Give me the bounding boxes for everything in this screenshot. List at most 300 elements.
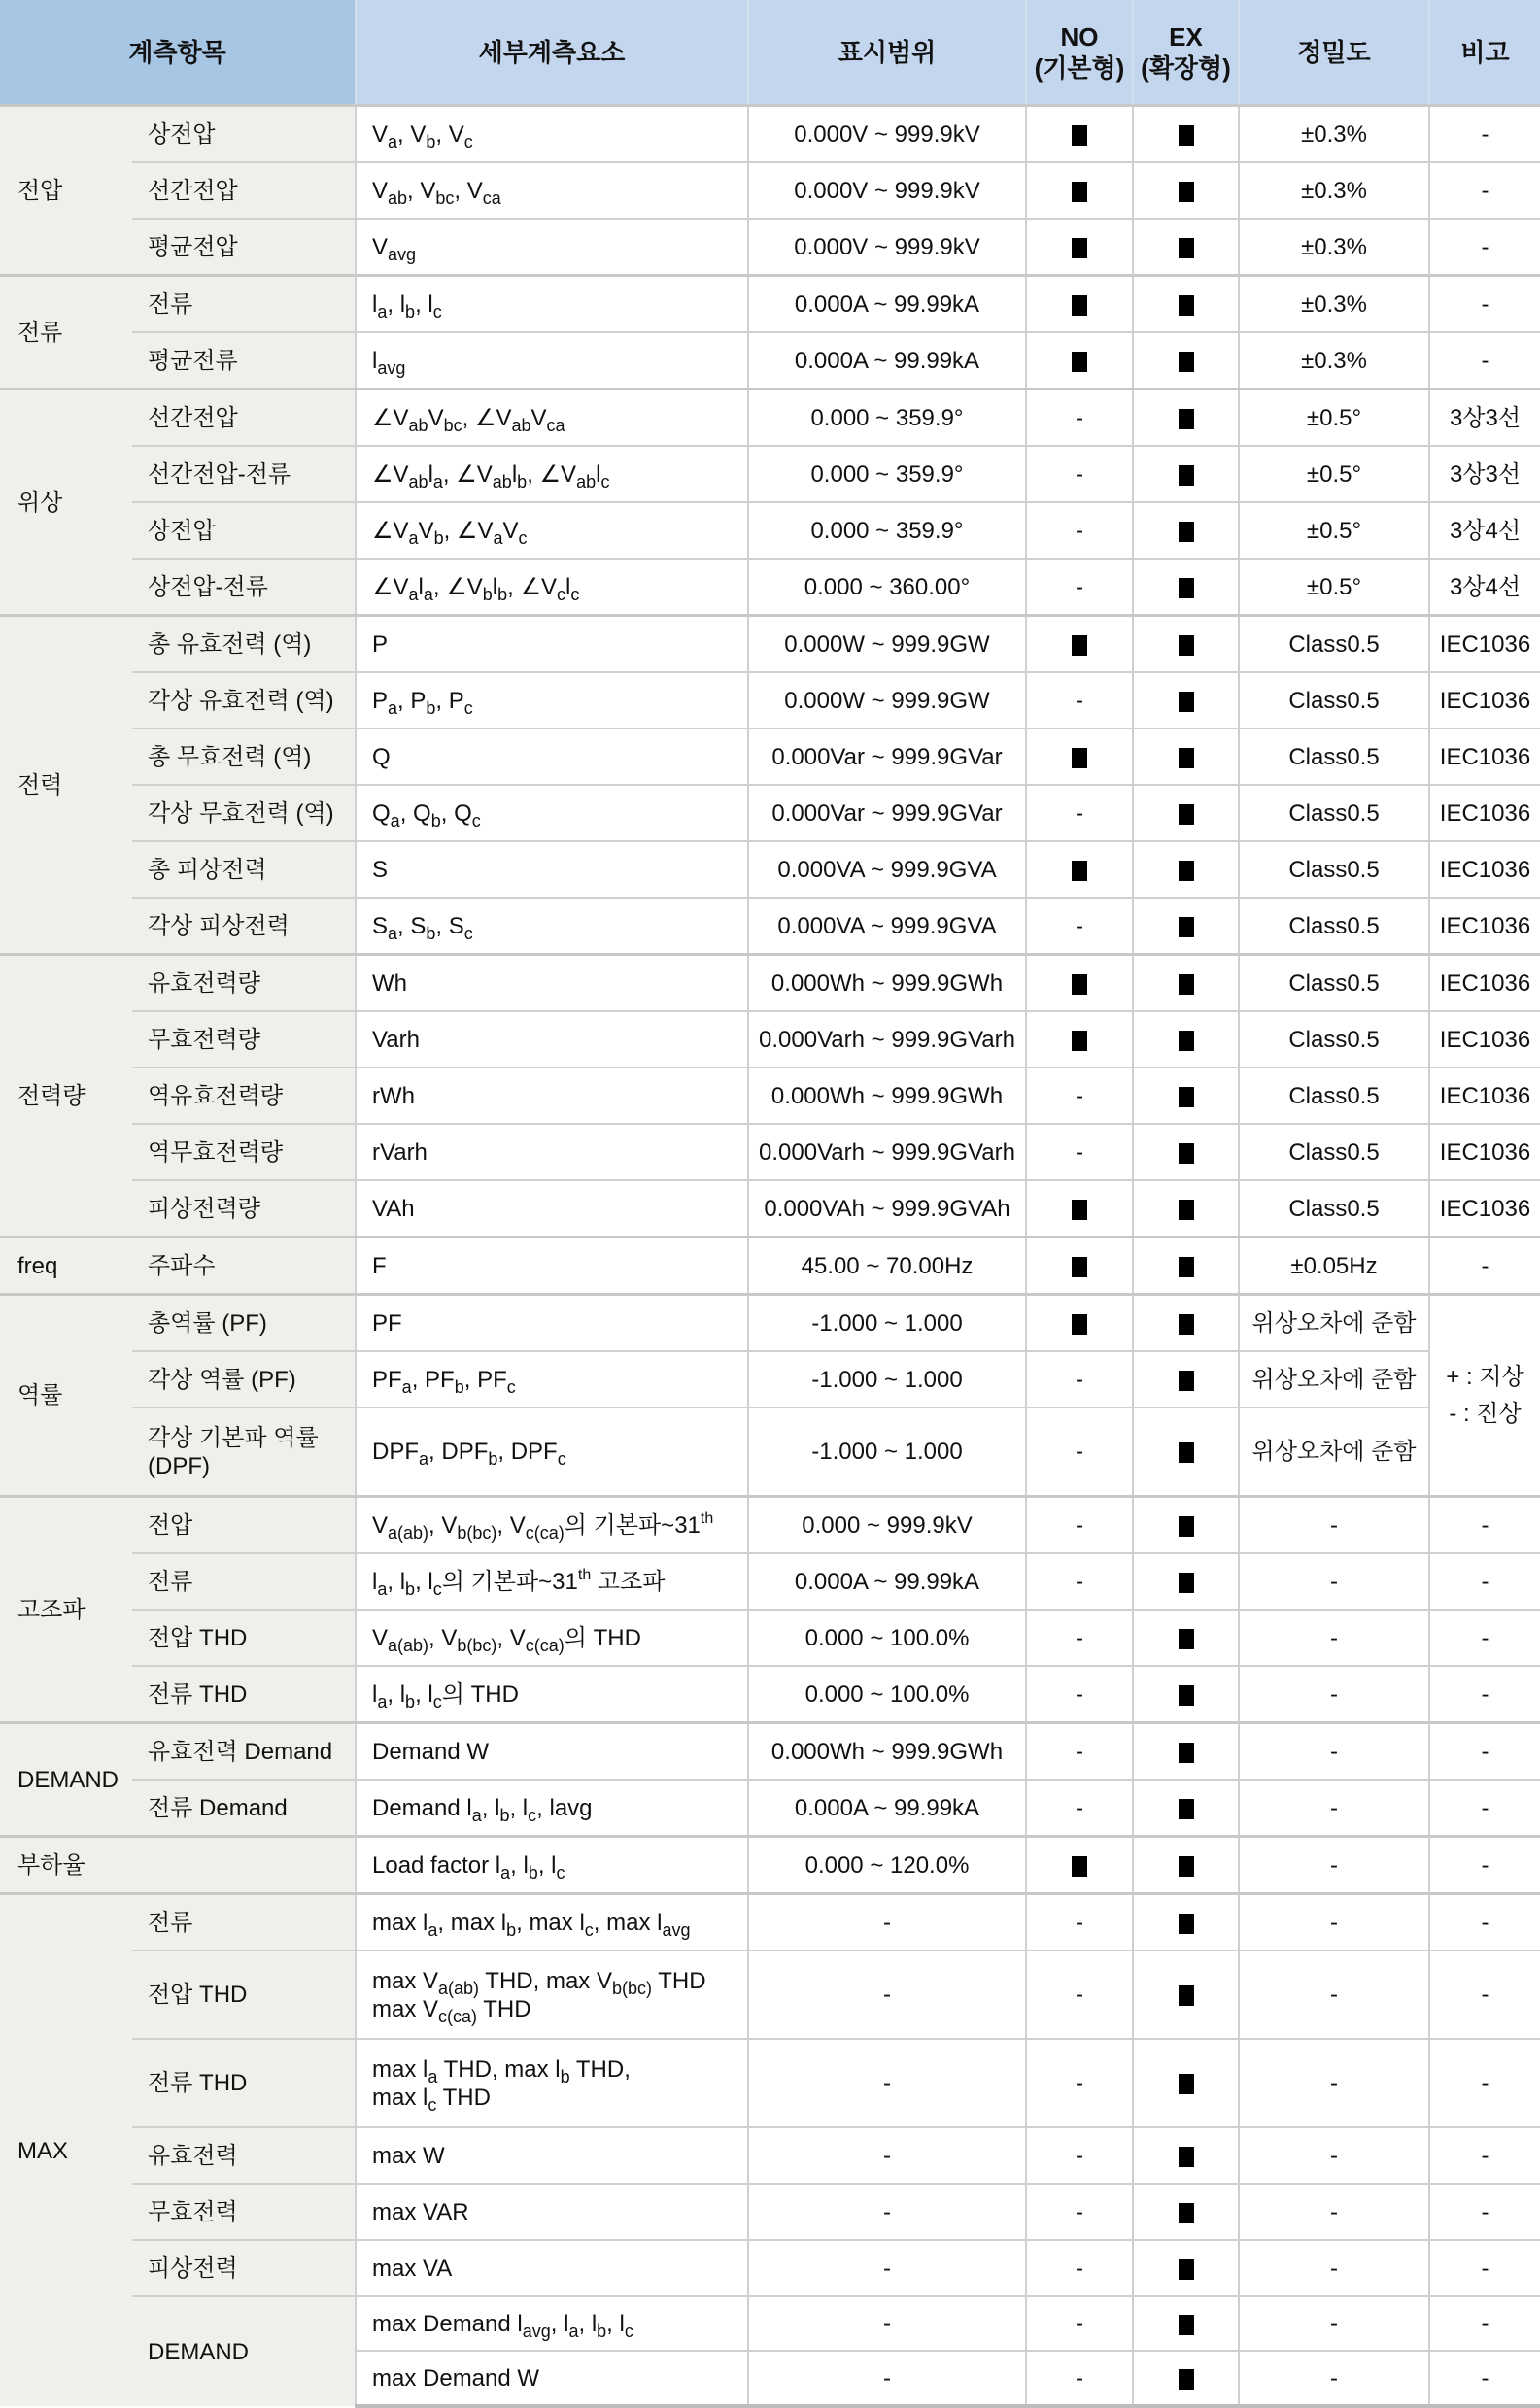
range-cell: 0.000 ~ 999.9kV (748, 1497, 1026, 1554)
sub-label: 총 무효전력 (역) (132, 729, 356, 785)
table-row (0, 616, 1540, 673)
sub-label: 역유효전력량 (132, 1068, 356, 1124)
pf-note-leading: - : 진상 (1449, 1400, 1522, 1427)
note-cell: - (1429, 1238, 1540, 1295)
no-cell (1026, 616, 1133, 673)
element-cell: $\angle V_{ab}V_{bc}$, $\angle V_{ab}V_{ca}$ (356, 390, 748, 447)
no-cell (1026, 106, 1133, 163)
table-row (0, 2039, 1540, 2127)
element-cell: $V_a$, $V_b$, $V_c$ (356, 106, 748, 163)
element-cell: Load factor $l_a$, $l_b$, $l_c$ (356, 1837, 748, 1894)
element-cell: $Q_a$, $Q_b$, $Q_c$ (356, 785, 748, 841)
table-row (0, 1837, 1540, 1894)
filled-square-icon (1179, 465, 1194, 486)
sub-label: 주파수 (132, 1238, 356, 1295)
no-cell (1026, 1837, 1133, 1894)
group-label: DEMAND (0, 1723, 132, 1837)
filled-square-icon (1179, 1087, 1194, 1107)
ex-cell (1133, 785, 1239, 841)
note-cell: - (1429, 2240, 1540, 2296)
element-cell: $\max l_a$, $\max l_b$, $\max l_c$, $\max l_{avg}$ (356, 1894, 748, 1951)
range-cell: 0.000 ~ 359.9° (748, 502, 1026, 559)
filled-square-icon (1072, 748, 1087, 768)
range-cell: 0.000VAh ~ 999.9GVAh (748, 1180, 1026, 1238)
filled-square-icon (1179, 2259, 1194, 2280)
table-row (0, 1295, 1540, 1352)
note-cell: IEC1036 (1429, 841, 1540, 898)
accuracy-cell: Class0.5 (1239, 672, 1429, 729)
accuracy-cell: ±0.5° (1239, 446, 1429, 502)
accuracy-cell: Class0.5 (1239, 1180, 1429, 1238)
ex-cell (1133, 1780, 1239, 1837)
note-cell: - (1429, 2039, 1540, 2127)
no-cell: - (1026, 1723, 1133, 1781)
no-cell (1026, 955, 1133, 1012)
ex-cell (1133, 276, 1239, 333)
filled-square-icon (1179, 748, 1194, 768)
note-cell: - (1429, 162, 1540, 219)
no-cell: - (1026, 1407, 1133, 1497)
ex-cell (1133, 2184, 1239, 2240)
sub-label: 총역률 (PF) (132, 1295, 356, 1352)
element-cell: $V_{a(ab)}$, $V_{b(bc)}$, $V_{c(ca)}$의 THD (356, 1610, 748, 1666)
element-cell: $S_a$, $S_b$, $S_c$ (356, 898, 748, 955)
filled-square-icon (1179, 1143, 1194, 1164)
note-cell: - (1429, 2127, 1540, 2184)
ex-cell (1133, 1407, 1239, 1497)
header-ex-line1: EX (1169, 21, 1203, 51)
header-range: 표시범위 (748, 0, 1026, 106)
group-label: freq (0, 1238, 132, 1295)
table-row (0, 332, 1540, 390)
sub-label: 선간전압 (132, 162, 356, 219)
no-cell (1026, 1180, 1133, 1238)
header-ex-line2: (확장형) (1141, 52, 1231, 83)
sub-label: 피상전력량 (132, 1180, 356, 1238)
filled-square-icon (1179, 182, 1194, 202)
note-cell: - (1429, 276, 1540, 333)
note-cell: IEC1036 (1429, 898, 1540, 955)
ex-cell (1133, 2351, 1239, 2406)
no-cell (1026, 1011, 1133, 1068)
accuracy-cell: Class0.5 (1239, 955, 1429, 1012)
sub-label: 각상 유효전력 (역) (132, 672, 356, 729)
accuracy-cell: 위상오차에 준함 (1239, 1295, 1429, 1352)
accuracy-cell: ±0.3% (1239, 162, 1429, 219)
element-cell: $\max V_{a(ab)}$ THD, $\max V_{b(bc)}$ THD $\max V_{c(ca)}$ THD (356, 1950, 748, 2039)
ex-cell (1133, 106, 1239, 163)
note-cell: - (1429, 1553, 1540, 1610)
filled-square-icon (1179, 1856, 1194, 1877)
filled-square-icon (1179, 974, 1194, 995)
note-cell: - (1429, 1837, 1540, 1894)
element-cell: $\angle V_aV_b$, $\angle V_aV_c$ (356, 502, 748, 559)
ex-cell (1133, 1497, 1239, 1554)
ex-cell (1133, 1180, 1239, 1238)
element-cell: F (356, 1238, 748, 1295)
note-cell: - (1429, 332, 1540, 390)
element-cell: $PF_a$, $PF_b$, $PF_c$ (356, 1351, 748, 1407)
filled-square-icon (1072, 238, 1087, 258)
filled-square-icon (1072, 635, 1087, 656)
no-cell: - (1026, 898, 1133, 955)
ex-cell (1133, 841, 1239, 898)
sub-label: 평균전압 (132, 219, 356, 276)
table-row (0, 1723, 1540, 1781)
range-cell: - (748, 2127, 1026, 2184)
table-header-row (0, 0, 1540, 106)
accuracy-cell: ±0.3% (1239, 332, 1429, 390)
range-cell: - (748, 1950, 1026, 2039)
accuracy-cell: - (1239, 1497, 1429, 1554)
filled-square-icon (1179, 578, 1194, 598)
sub-label: 피상전력 (132, 2240, 356, 2296)
table-row (0, 276, 1540, 333)
sub-label: 선간전압-전류 (132, 446, 356, 502)
filled-square-icon (1179, 238, 1194, 258)
accuracy-cell: Class0.5 (1239, 616, 1429, 673)
table-row (0, 1011, 1540, 1068)
table-row (0, 1553, 1540, 1610)
element-cell: $l_a$, $l_b$, $l_c$의 기본파~31th 고조파 (356, 1553, 748, 1610)
accuracy-cell: - (1239, 1780, 1429, 1837)
filled-square-icon (1179, 861, 1194, 881)
no-cell: - (1026, 502, 1133, 559)
filled-square-icon (1072, 1257, 1087, 1277)
filled-square-icon (1179, 1799, 1194, 1819)
filled-square-icon (1179, 1629, 1194, 1649)
note-cell: IEC1036 (1429, 1124, 1540, 1180)
filled-square-icon (1179, 1516, 1194, 1537)
range-cell: 0.000A ~ 99.99kA (748, 1553, 1026, 1610)
table-row (0, 1666, 1540, 1723)
filled-square-icon (1072, 1031, 1087, 1051)
no-cell (1026, 1238, 1133, 1295)
accuracy-cell: 위상오차에 준함 (1239, 1407, 1429, 1497)
ex-cell (1133, 1950, 1239, 2039)
filled-square-icon (1072, 1200, 1087, 1220)
header-accuracy: 정밀도 (1239, 0, 1429, 106)
note-cell: - (1429, 1723, 1540, 1781)
no-cell: - (1026, 1497, 1133, 1554)
range-cell: 0.000A ~ 99.99kA (748, 1780, 1026, 1837)
sub-label: 총 피상전력 (132, 841, 356, 898)
range-cell: - (748, 2240, 1026, 2296)
sub-label: DEMAND (132, 2296, 356, 2406)
note-cell: - (1429, 1610, 1540, 1666)
table-row (0, 559, 1540, 616)
filled-square-icon (1179, 295, 1194, 316)
table-row (0, 841, 1540, 898)
filled-square-icon (1179, 1442, 1194, 1463)
filled-square-icon (1179, 1031, 1194, 1051)
sub-label: 선간전압 (132, 390, 356, 447)
filled-square-icon (1179, 1200, 1194, 1220)
table-row (0, 2296, 1540, 2351)
ex-cell (1133, 1068, 1239, 1124)
group-label: 전압 (0, 106, 132, 276)
accuracy-cell: - (1239, 2127, 1429, 2184)
note-cell: - (1429, 1497, 1540, 1554)
filled-square-icon (1072, 1314, 1087, 1335)
group-label: 역률 (0, 1295, 132, 1497)
sub-label: 평균전류 (132, 332, 356, 390)
header-item: 계측항목 (0, 0, 356, 106)
range-cell: 0.000Varh ~ 999.9GVarh (748, 1124, 1026, 1180)
range-cell: - (748, 2296, 1026, 2351)
sub-label: 상전압 (132, 106, 356, 163)
sub-label: 상전압 (132, 502, 356, 559)
filled-square-icon (1179, 1914, 1194, 1934)
table-row (0, 1894, 1540, 1951)
header-no-line2: (기본형) (1034, 52, 1125, 83)
ex-cell (1133, 2240, 1239, 2296)
note-cell: - (1429, 1894, 1540, 1951)
range-cell: 0.000W ~ 999.9GW (748, 616, 1026, 673)
no-cell: - (1026, 1351, 1133, 1407)
filled-square-icon (1072, 1856, 1087, 1877)
no-cell: - (1026, 446, 1133, 502)
sub-label: 유효전력 (132, 2127, 356, 2184)
note-cell: IEC1036 (1429, 672, 1540, 729)
note-cell: - (1429, 1666, 1540, 1723)
sub-label: 역무효전력량 (132, 1124, 356, 1180)
filled-square-icon (1072, 295, 1087, 316)
table-row (0, 1351, 1540, 1407)
filled-square-icon (1179, 2147, 1194, 2167)
sub-label: 전류 (132, 1894, 356, 1951)
range-cell: - (748, 2351, 1026, 2406)
table-row (0, 785, 1540, 841)
table-row (0, 106, 1540, 163)
range-cell: 0.000 ~ 360.00° (748, 559, 1026, 616)
note-cell: IEC1036 (1429, 616, 1540, 673)
filled-square-icon (1179, 692, 1194, 712)
filled-square-icon (1179, 1743, 1194, 1763)
range-cell: 0.000Var ~ 999.9GVar (748, 785, 1026, 841)
sub-label: 전압 THD (132, 1950, 356, 2039)
no-cell: - (1026, 1950, 1133, 2039)
table-row (0, 219, 1540, 276)
element-cell: $l_a$, $l_b$, $l_c$ (356, 276, 748, 333)
no-cell: - (1026, 2351, 1133, 2406)
element-cell: $l_a$, $l_b$, $l_c$의 THD (356, 1666, 748, 1723)
ex-cell (1133, 446, 1239, 502)
note-cell: 3상3선 (1429, 446, 1540, 502)
pf-note-lagging: + : 지상 (1446, 1363, 1524, 1390)
table-row (0, 390, 1540, 447)
table-row (0, 1180, 1540, 1238)
sub-label: 전류 Demand (132, 1780, 356, 1837)
no-cell (1026, 276, 1133, 333)
accuracy-cell: ±0.3% (1239, 219, 1429, 276)
table-row (0, 1068, 1540, 1124)
element-cell: $\angle V_{ab}l_a$, $\angle V_{ab}l_b$, $\angle V_{ab}l_c$ (356, 446, 748, 502)
sub-label: 무효전력 (132, 2184, 356, 2240)
table-row (0, 1238, 1540, 1295)
ex-cell (1133, 2039, 1239, 2127)
sub-label: 유효전력량 (132, 955, 356, 1012)
ex-cell (1133, 1238, 1239, 1295)
no-cell: - (1026, 1553, 1133, 1610)
element-cell: max W (356, 2127, 748, 2184)
range-cell: 0.000W ~ 999.9GW (748, 672, 1026, 729)
filled-square-icon (1179, 125, 1194, 146)
no-cell (1026, 332, 1133, 390)
table-row (0, 2184, 1540, 2240)
accuracy-cell: - (1239, 1553, 1429, 1610)
range-cell: - (748, 2039, 1026, 2127)
no-cell: - (1026, 1124, 1133, 1180)
no-cell (1026, 162, 1133, 219)
table-row (0, 1950, 1540, 2039)
range-cell: -1.000 ~ 1.000 (748, 1407, 1026, 1497)
no-cell: - (1026, 672, 1133, 729)
accuracy-cell: ±0.05Hz (1239, 1238, 1429, 1295)
ex-cell (1133, 1610, 1239, 1666)
no-cell (1026, 729, 1133, 785)
table-row (0, 1780, 1540, 1837)
accuracy-cell: Class0.5 (1239, 1011, 1429, 1068)
ex-cell (1133, 955, 1239, 1012)
filled-square-icon (1179, 1371, 1194, 1391)
no-cell: - (1026, 2240, 1133, 2296)
no-cell: - (1026, 559, 1133, 616)
ex-cell (1133, 502, 1239, 559)
filled-square-icon (1179, 1685, 1194, 1706)
table-row (0, 1407, 1540, 1497)
sub-label: 전류 THD (132, 1666, 356, 1723)
element-cell: $l_{avg}$ (356, 332, 748, 390)
table-row (0, 672, 1540, 729)
ex-cell (1133, 162, 1239, 219)
element-cell: rVarh (356, 1124, 748, 1180)
sub-label: 각상 역률 (PF) (132, 1351, 356, 1407)
table-row (0, 729, 1540, 785)
note-cell: - (1429, 219, 1540, 276)
ex-cell (1133, 1553, 1239, 1610)
ex-cell (1133, 390, 1239, 447)
element-cell: $P_a$, $P_b$, $P_c$ (356, 672, 748, 729)
accuracy-cell: - (1239, 2184, 1429, 2240)
accuracy-cell: - (1239, 1723, 1429, 1781)
header-note: 비고 (1429, 0, 1540, 106)
note-cell: IEC1036 (1429, 1180, 1540, 1238)
note-cell: IEC1036 (1429, 729, 1540, 785)
range-cell: - (748, 2184, 1026, 2240)
filled-square-icon (1072, 861, 1087, 881)
element-cell: Demand W (356, 1723, 748, 1781)
element-cell: Demand $l_a$, $l_b$, $l_c$, lavg (356, 1780, 748, 1837)
no-cell: - (1026, 1894, 1133, 1951)
no-cell (1026, 841, 1133, 898)
sub-label: 무효전력량 (132, 1011, 356, 1068)
ex-cell (1133, 2127, 1239, 2184)
header-no-line1: NO (1060, 21, 1099, 51)
accuracy-cell: - (1239, 1950, 1429, 2039)
accuracy-cell: - (1239, 1894, 1429, 1951)
filled-square-icon (1072, 974, 1087, 995)
sub-label: 전압 THD (132, 1610, 356, 1666)
ex-cell (1133, 559, 1239, 616)
filled-square-icon (1072, 182, 1087, 202)
note-cell: IEC1036 (1429, 1068, 1540, 1124)
table-row (0, 1124, 1540, 1180)
no-cell (1026, 219, 1133, 276)
filled-square-icon (1179, 917, 1194, 937)
no-cell: - (1026, 2296, 1133, 2351)
element-cell: Varh (356, 1011, 748, 1068)
range-cell: 0.000Varh ~ 999.9GVarh (748, 1011, 1026, 1068)
table-row (0, 1497, 1540, 1554)
group-label: 전력 (0, 616, 132, 955)
note-cell: IEC1036 (1429, 785, 1540, 841)
accuracy-cell: Class0.5 (1239, 1068, 1429, 1124)
note-cell: 3상4선 (1429, 502, 1540, 559)
no-cell: - (1026, 1666, 1133, 1723)
note-cell: 3상3선 (1429, 390, 1540, 447)
filled-square-icon (1179, 352, 1194, 372)
accuracy-cell: - (1239, 2039, 1429, 2127)
range-cell: 0.000 ~ 359.9° (748, 446, 1026, 502)
filled-square-icon (1179, 2369, 1194, 2390)
element-cell: PF (356, 1295, 748, 1352)
filled-square-icon (1179, 1573, 1194, 1593)
no-cell: - (1026, 2184, 1133, 2240)
group-label: MAX (0, 1894, 132, 2407)
element-cell: max VAR (356, 2184, 748, 2240)
range-cell: 0.000A ~ 99.99kA (748, 276, 1026, 333)
range-cell: 0.000 ~ 100.0% (748, 1610, 1026, 1666)
filled-square-icon (1179, 2074, 1194, 2094)
element-cell: max Demand W (356, 2351, 748, 2406)
element-cell: rWh (356, 1068, 748, 1124)
sub-label: 전압 (132, 1497, 356, 1554)
element-cell: $DPF_a$, $DPF_b$, $DPF_c$ (356, 1407, 748, 1497)
table-row (0, 2127, 1540, 2184)
no-cell: - (1026, 785, 1133, 841)
ex-cell (1133, 898, 1239, 955)
table-row (0, 898, 1540, 955)
range-cell: 0.000V ~ 999.9kV (748, 219, 1026, 276)
pf-sign-note (1429, 1295, 1540, 1497)
no-cell: - (1026, 2039, 1133, 2127)
accuracy-cell: ±0.5° (1239, 559, 1429, 616)
range-cell: 0.000Var ~ 999.9GVar (748, 729, 1026, 785)
ex-cell (1133, 1723, 1239, 1781)
accuracy-cell: - (1239, 1837, 1429, 1894)
accuracy-cell: Class0.5 (1239, 841, 1429, 898)
ex-cell (1133, 1124, 1239, 1180)
note-cell: - (1429, 1950, 1540, 2039)
group-label: 위상 (0, 390, 132, 616)
element-cell: $\angle V_al_a$, $\angle V_bl_b$, $\angle V_cl_c$ (356, 559, 748, 616)
accuracy-cell: ±0.5° (1239, 390, 1429, 447)
element-cell: $V_{avg}$ (356, 219, 748, 276)
range-cell: 45.00 ~ 70.00Hz (748, 1238, 1026, 1295)
element-cell: Q (356, 729, 748, 785)
no-cell (1026, 1295, 1133, 1352)
range-cell: 0.000Wh ~ 999.9GWh (748, 1068, 1026, 1124)
no-cell: - (1026, 2127, 1133, 2184)
element-cell: max VA (356, 2240, 748, 2296)
note-cell: - (1429, 106, 1540, 163)
range-cell: 0.000Wh ~ 999.9GWh (748, 1723, 1026, 1781)
sub-label (132, 1837, 356, 1894)
filled-square-icon (1179, 1257, 1194, 1277)
accuracy-cell: ±0.3% (1239, 106, 1429, 163)
ex-cell (1133, 219, 1239, 276)
